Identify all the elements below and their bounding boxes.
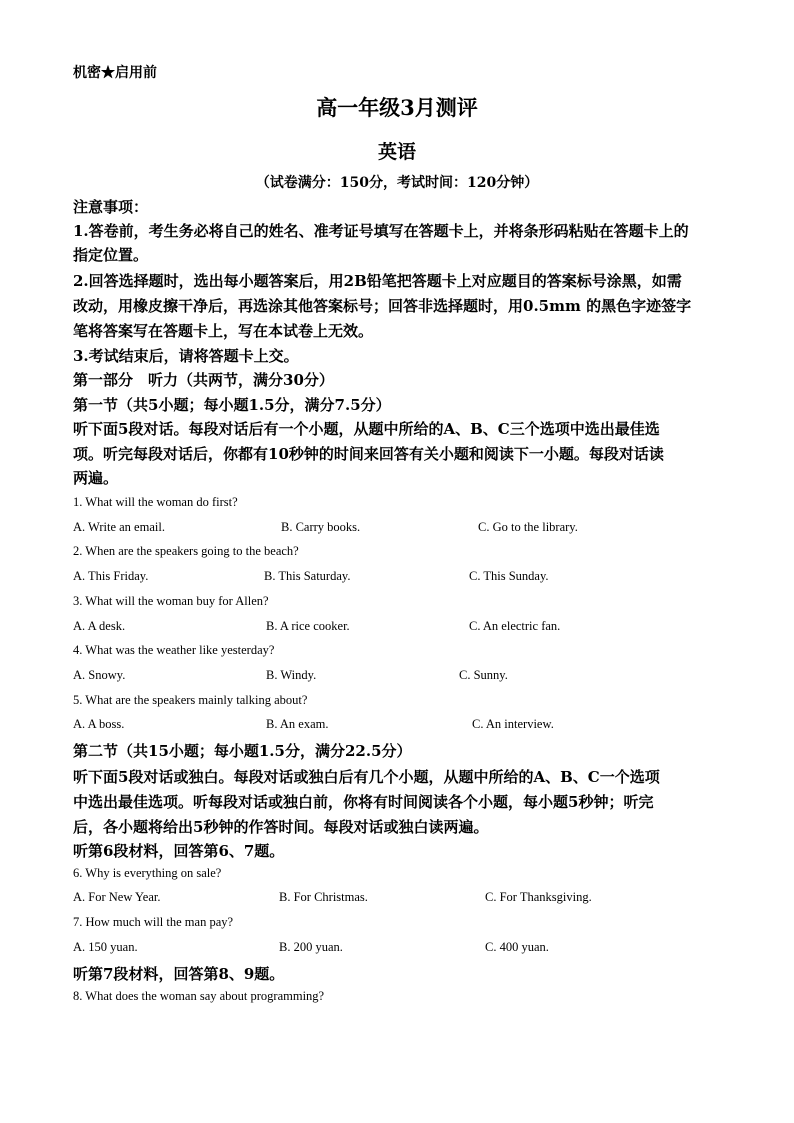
question-6: 6. Why is everything on sale? [73, 866, 222, 880]
subject-title: 英语 [377, 141, 416, 163]
option-c: C. An interview. [472, 717, 554, 731]
note-line: 3.考试结束后，请将答题卡上交。 [73, 347, 299, 365]
question-3: 3. What will the woman buy for Allen? [73, 594, 269, 608]
option-b: B. 200 yuan. [279, 940, 343, 954]
option-c: C. 400 yuan. [485, 940, 549, 954]
part1-heading: 第一部分 听力（共两节，满分30分） [73, 371, 334, 389]
option-a: A. Write an email. [73, 520, 165, 534]
question-1: 1. What will the woman do first? [73, 495, 238, 509]
option-b: B. A rice cooker. [266, 619, 350, 633]
exam-info: （试卷满分：150分，考试时间：120分钟） [255, 175, 539, 191]
option-b: B. For Christmas. [279, 890, 368, 904]
section1-instruction: 听下面5段对话。每段对话后有一个小题，从题中所给的A、B、C三个选项中选出最佳选 [73, 420, 660, 438]
option-a: A. 150 yuan. [73, 940, 138, 954]
question-8: 8. What does the woman say about programming? [73, 989, 325, 1003]
section2-instruction: 后，各小题将给出5秒钟的作答时间。每段对话或独白读两遍。 [73, 818, 489, 836]
note-line: 改动，用橡皮擦干净后，再选涂其他答案标号；回答非选择题时，用0.5mm 的黑色字迹签字 [73, 297, 692, 315]
option-a: A. Snowy. [73, 668, 126, 682]
option-b: B. Windy. [266, 668, 317, 682]
question-4: 4. What was the weather like yesterday? [73, 643, 275, 657]
question-2: 2. When are the speakers going to the beach? [73, 544, 299, 558]
option-a: A. For New Year. [73, 890, 161, 904]
option-a: A. A boss. [73, 717, 125, 731]
option-b: B. Carry books. [281, 520, 361, 534]
note-line: 2.回答选择题时，选出每小题答案后，用2B铅笔把答题卡上对应题目的答案标号涂黑，如需 [73, 272, 682, 290]
exam-title: 高一年级3月测评 [316, 95, 478, 120]
option-c: C. This Sunday. [469, 569, 549, 583]
option-b: B. This Saturday. [264, 569, 351, 583]
question-5: 5. What are the speakers mainly talking about? [73, 693, 308, 707]
option-c: C. An electric fan. [469, 619, 561, 633]
section2-instruction: 听下面5段对话或独白。每段对话或独白后有几个小题，从题中所给的A、B、C一个选项 [73, 768, 660, 786]
confidential-label: 机密★启用前 [73, 65, 157, 81]
material-7-heading: 听第7段材料，回答第8、9题。 [73, 965, 285, 983]
note-line: 1.答卷前，考生务必将自己的姓名、准考证号填写在答题卡上，并将条形码粘贴在答题卡上的 [73, 222, 689, 240]
note-line: 笔将答案写在答题卡上，写在本试卷上无效。 [73, 322, 374, 340]
section1-heading: 第一节（共5小题；每小题1.5分，满分7.5分） [73, 396, 391, 414]
section2-heading: 第二节（共15小题；每小题1.5分，满分22.5分） [73, 742, 412, 760]
section1-instruction: 两遍。 [73, 469, 119, 487]
option-b: B. An exam. [266, 717, 329, 731]
question-7: 7. How much will the man pay? [73, 915, 234, 929]
option-a: A. A desk. [73, 619, 126, 633]
option-c: C. For Thanksgiving. [485, 890, 592, 904]
note-line: 指定位置。 [73, 246, 149, 264]
notes-heading: 注意事项： [73, 198, 149, 216]
option-c: C. Go to the library. [478, 520, 578, 534]
section1-instruction: 项。听完每段对话后，你都有10秒钟的时间来回答有关小题和阅读下一小题。每段对话读 [73, 445, 664, 463]
option-a: A. This Friday. [73, 569, 149, 583]
section2-instruction: 中选出最佳选项。听每段对话或独白前，你将有时间阅读各个小题，每小题5秒钟；听完 [73, 793, 654, 811]
material-6-heading: 听第6段材料，回答第6、7题。 [73, 842, 285, 860]
option-c: C. Sunny. [459, 668, 508, 682]
